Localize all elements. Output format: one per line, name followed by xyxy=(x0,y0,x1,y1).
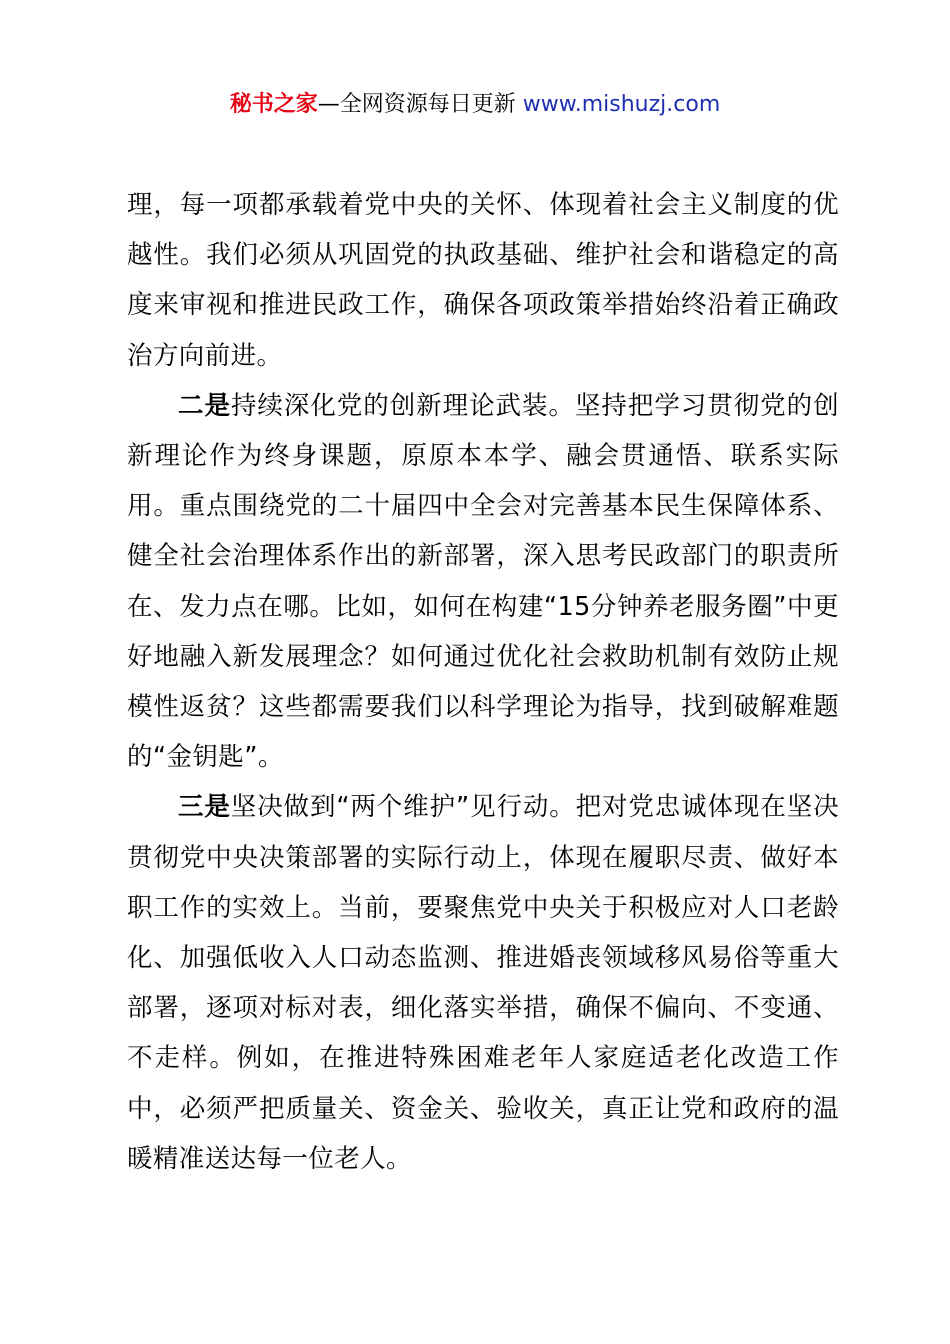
document-body xyxy=(127,180,839,1184)
header-tagline: 全网资源每日更新 xyxy=(339,92,516,117)
paragraph-lead: 三是 xyxy=(178,792,231,823)
paragraph-text: 持续深化党的创新理论武装。坚持把学习贯彻党的创新理论作为终身课题，原原本本学、融会贯通悟、联系实际用。重点围绕党的二十届四中全会对完善基本民生保障体系、健全社会治理体系作出的新部署，深入思考民政部门的职责所在、发力点在哪。比如，如何在构建“15分钟养老服务圈”中更好地融入新发展理念？如何通过优化社会救助机制有效防止规模性返贫？这些都需要我们以科学理论为指导，找到破解难题的“金钥匙”。 xyxy=(127,390,839,773)
site-url-link[interactable]: www.mishuzj.com xyxy=(522,92,721,117)
brand-name: 秘书之家 xyxy=(229,92,318,117)
paragraph-lead: 二是 xyxy=(178,390,231,421)
paragraph-point-two xyxy=(127,381,839,783)
page-header xyxy=(0,89,950,121)
paragraph-point-three xyxy=(127,782,839,1184)
header-dash: — xyxy=(317,92,340,117)
paragraph-text: 理，每一项都承载着党中央的关怀、体现着社会主义制度的优越性。我们必须从巩固党的执政基础、维护社会和谐稳定的高度来审视和推进民政工作，确保各项政策举措始终沿着正确政治方向前进。 xyxy=(127,190,839,371)
paragraph-continuation xyxy=(127,180,839,381)
paragraph-text: 坚决做到“两个维护”见行动。把对党忠诚体现在坚决贯彻党中央决策部署的实际行动上，体现在履职尽责、做好本职工作的实效上。当前，要聚焦党中央关于积极应对人口老龄化、加强低收入人口动态监测、推进婚丧领域移风易俗等重大部署，逐项对标对表，细化落实举措，确保不偏向、不变通、不走样。例如，在推进特殊困难老年人家庭适老化改造工作中，必须严把质量关、资金关、验收关，真正让党和政府的温暖精准送达每一位老人。 xyxy=(127,792,839,1174)
